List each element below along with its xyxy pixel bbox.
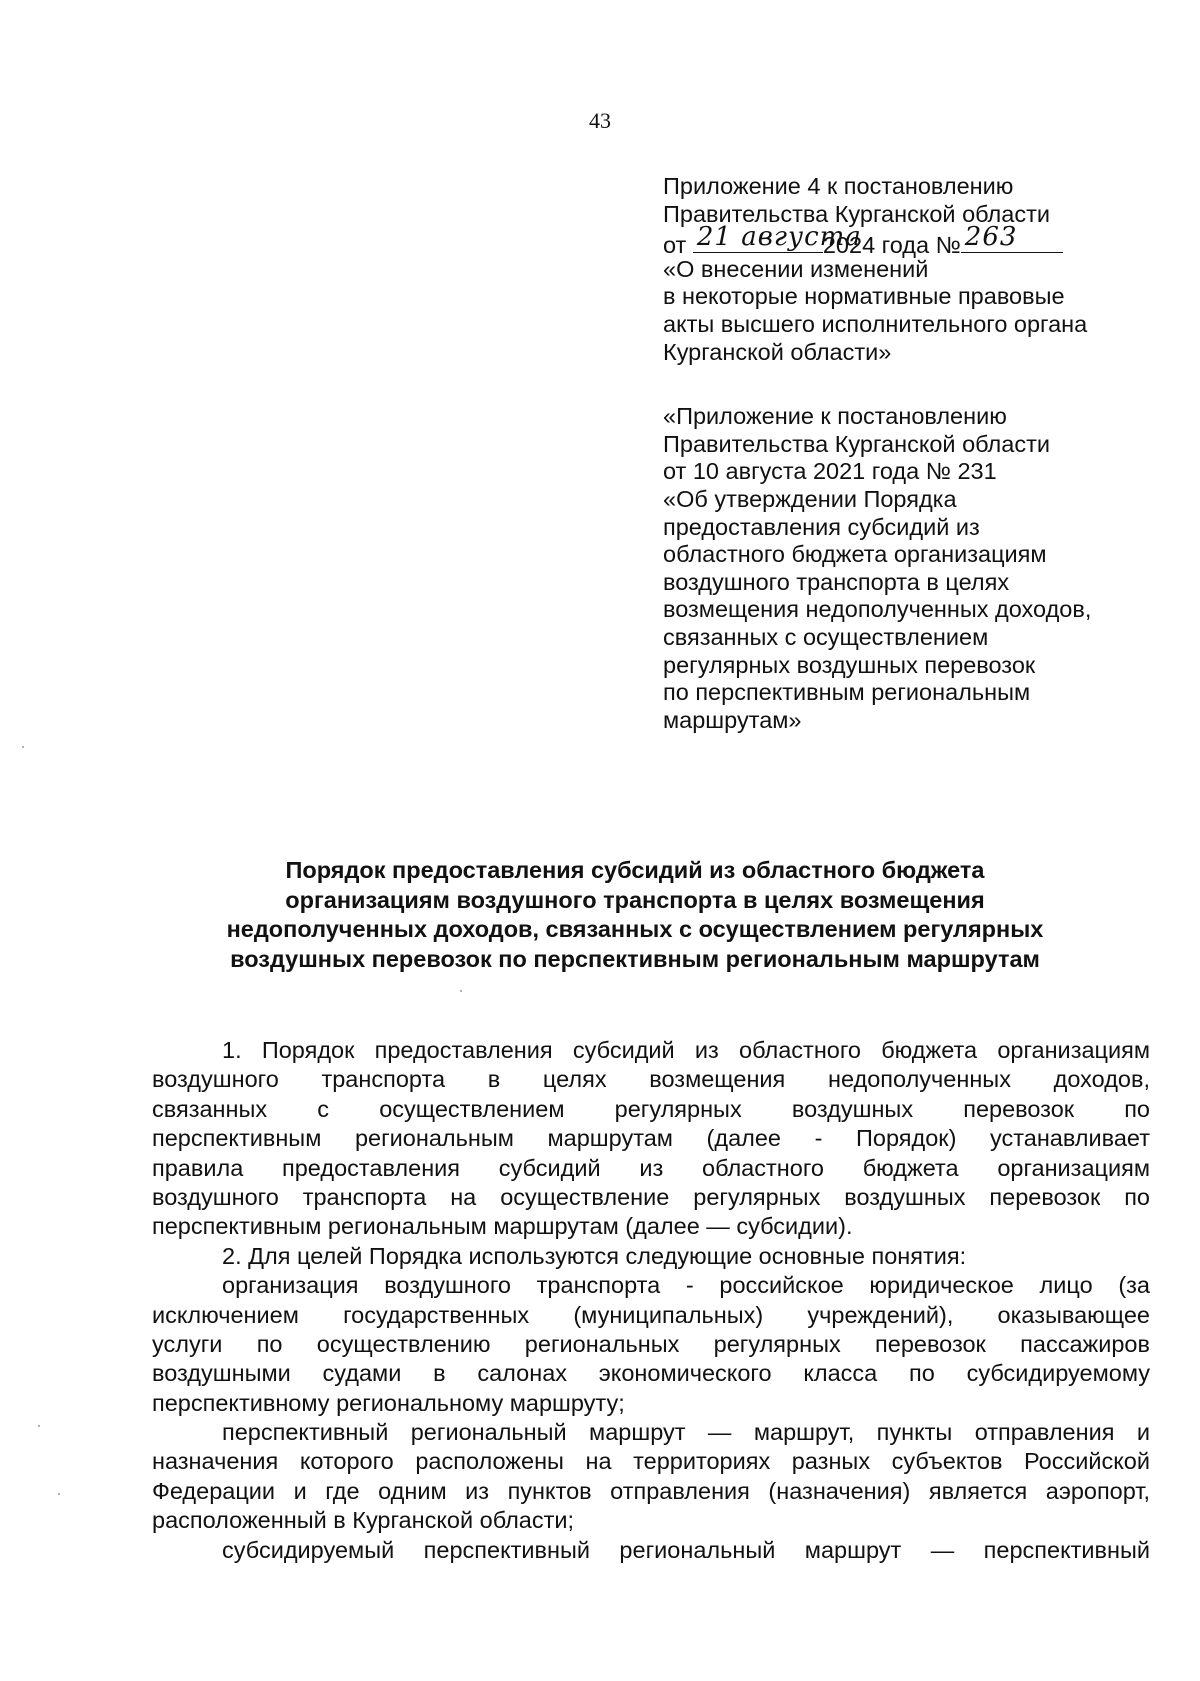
appendix2-line: связанных с осуществлением [663,623,989,650]
body-line: перспективным региональным маршрутам (далее — субсидии). [152,1213,853,1240]
page-number: 43 [589,108,611,133]
appendix2-line: «Об утверждении Порядка [663,485,957,512]
appendix2-line: предоставления субсидий из [663,513,980,540]
appendix-line: Курганской области» [663,338,892,365]
appendix2-line: возмещения недополученных доходов, [663,596,1092,623]
year-text: 2024 года № [822,232,961,259]
appendix2-line: по перспективным региональным [663,679,1031,706]
body-line: связанных с осуществлением регулярных воздушных перевозок по [152,1095,1150,1122]
scan-speck [22,746,24,748]
body-text [152,1036,1150,1565]
body-line: воздушного транспорта в целях возмещения недополученных доходов, [152,1066,1150,1093]
appendix-line: акты высшего исполнительного органа [663,310,1088,337]
title-line: воздушных перевозок по перспективным региональным маршрутам [230,945,1040,972]
body-line: исключением государственных (муниципальных) учреждений), оказывающее [152,1301,1150,1328]
scan-speck [58,1493,60,1495]
body-line: субсидируемый перспективный региональный маршрут — перспективный [222,1536,1150,1563]
appendix2-line: маршрутам» [663,706,802,733]
title-line: недополученных доходов, связанных с осуществлением регулярных [226,916,1044,942]
body-line: 2. Для целей Порядка используются следующие основные понятия: [222,1242,967,1269]
scan-speck [38,1425,40,1427]
title-line: Порядок предоставления субсидий из областного бюджета [285,857,985,883]
body-line: организация воздушного транспорта - российское юридическое лицо (за [222,1272,1150,1299]
body-line: Федерации и где одним из пунктов отправления (назначения) является аэропорт, [152,1477,1150,1504]
body-line: назначения которого расположены на территориях разных субъектов Российской [152,1448,1150,1475]
body-line: воздушными судами в салонах экономического класса по субсидируемому [152,1360,1150,1387]
document-title [140,856,1130,974]
appendix-line: «О внесении изменений [663,255,929,282]
body-line: перспективному региональному маршруту; [152,1389,625,1416]
appendix-line: Правительства Курганской области [663,200,1050,227]
title-line: организациям воздушного транспорта в целях возмещения [285,886,985,913]
appendix2-line: Правительства Курганской области [663,430,1050,457]
appendix-line: Приложение 4 к постановлению [663,173,1014,199]
appendix2-line: регулярных воздушных перевозок [663,651,1036,678]
appendix2-line: областного бюджета организациям [663,541,1047,568]
number-blank [961,222,1063,253]
date-blank [693,222,862,253]
appendix2-line: «Приложение к постановлению [663,403,1007,430]
from-prefix: от [663,232,687,259]
handwritten-date: 21 августа [696,222,862,253]
body-line: воздушного транспорта на осуществление регулярных воздушных перевозок по [152,1183,1150,1210]
appendix2-line: воздушного транспорта в целях [663,568,1010,595]
appendix-date-line [663,222,1183,259]
appendix-line: в некоторые нормативные правовые [663,283,1065,310]
body-line: 1. Порядок предоставления субсидий из областного бюджета организациям [222,1037,1150,1063]
appendix-header [663,173,1183,734]
body-line: правила предоставления субсидий из областного бюджета организациям [152,1154,1150,1181]
body-line: перспективным региональным маршрутам (далее - Порядок) устанавливает [152,1125,1150,1152]
appendix2-line: от 10 августа 2021 года № 231 [663,458,997,485]
scan-speck [460,990,462,992]
body-line: услуги по осуществлению региональных регулярных перевозок пассажиров [152,1330,1150,1357]
body-line: расположенный в Курганской области; [152,1507,575,1534]
handwritten-number: 263 [964,222,1018,253]
body-line: перспективный региональный маршрут — маршрут, пункты отправления и [222,1419,1150,1446]
